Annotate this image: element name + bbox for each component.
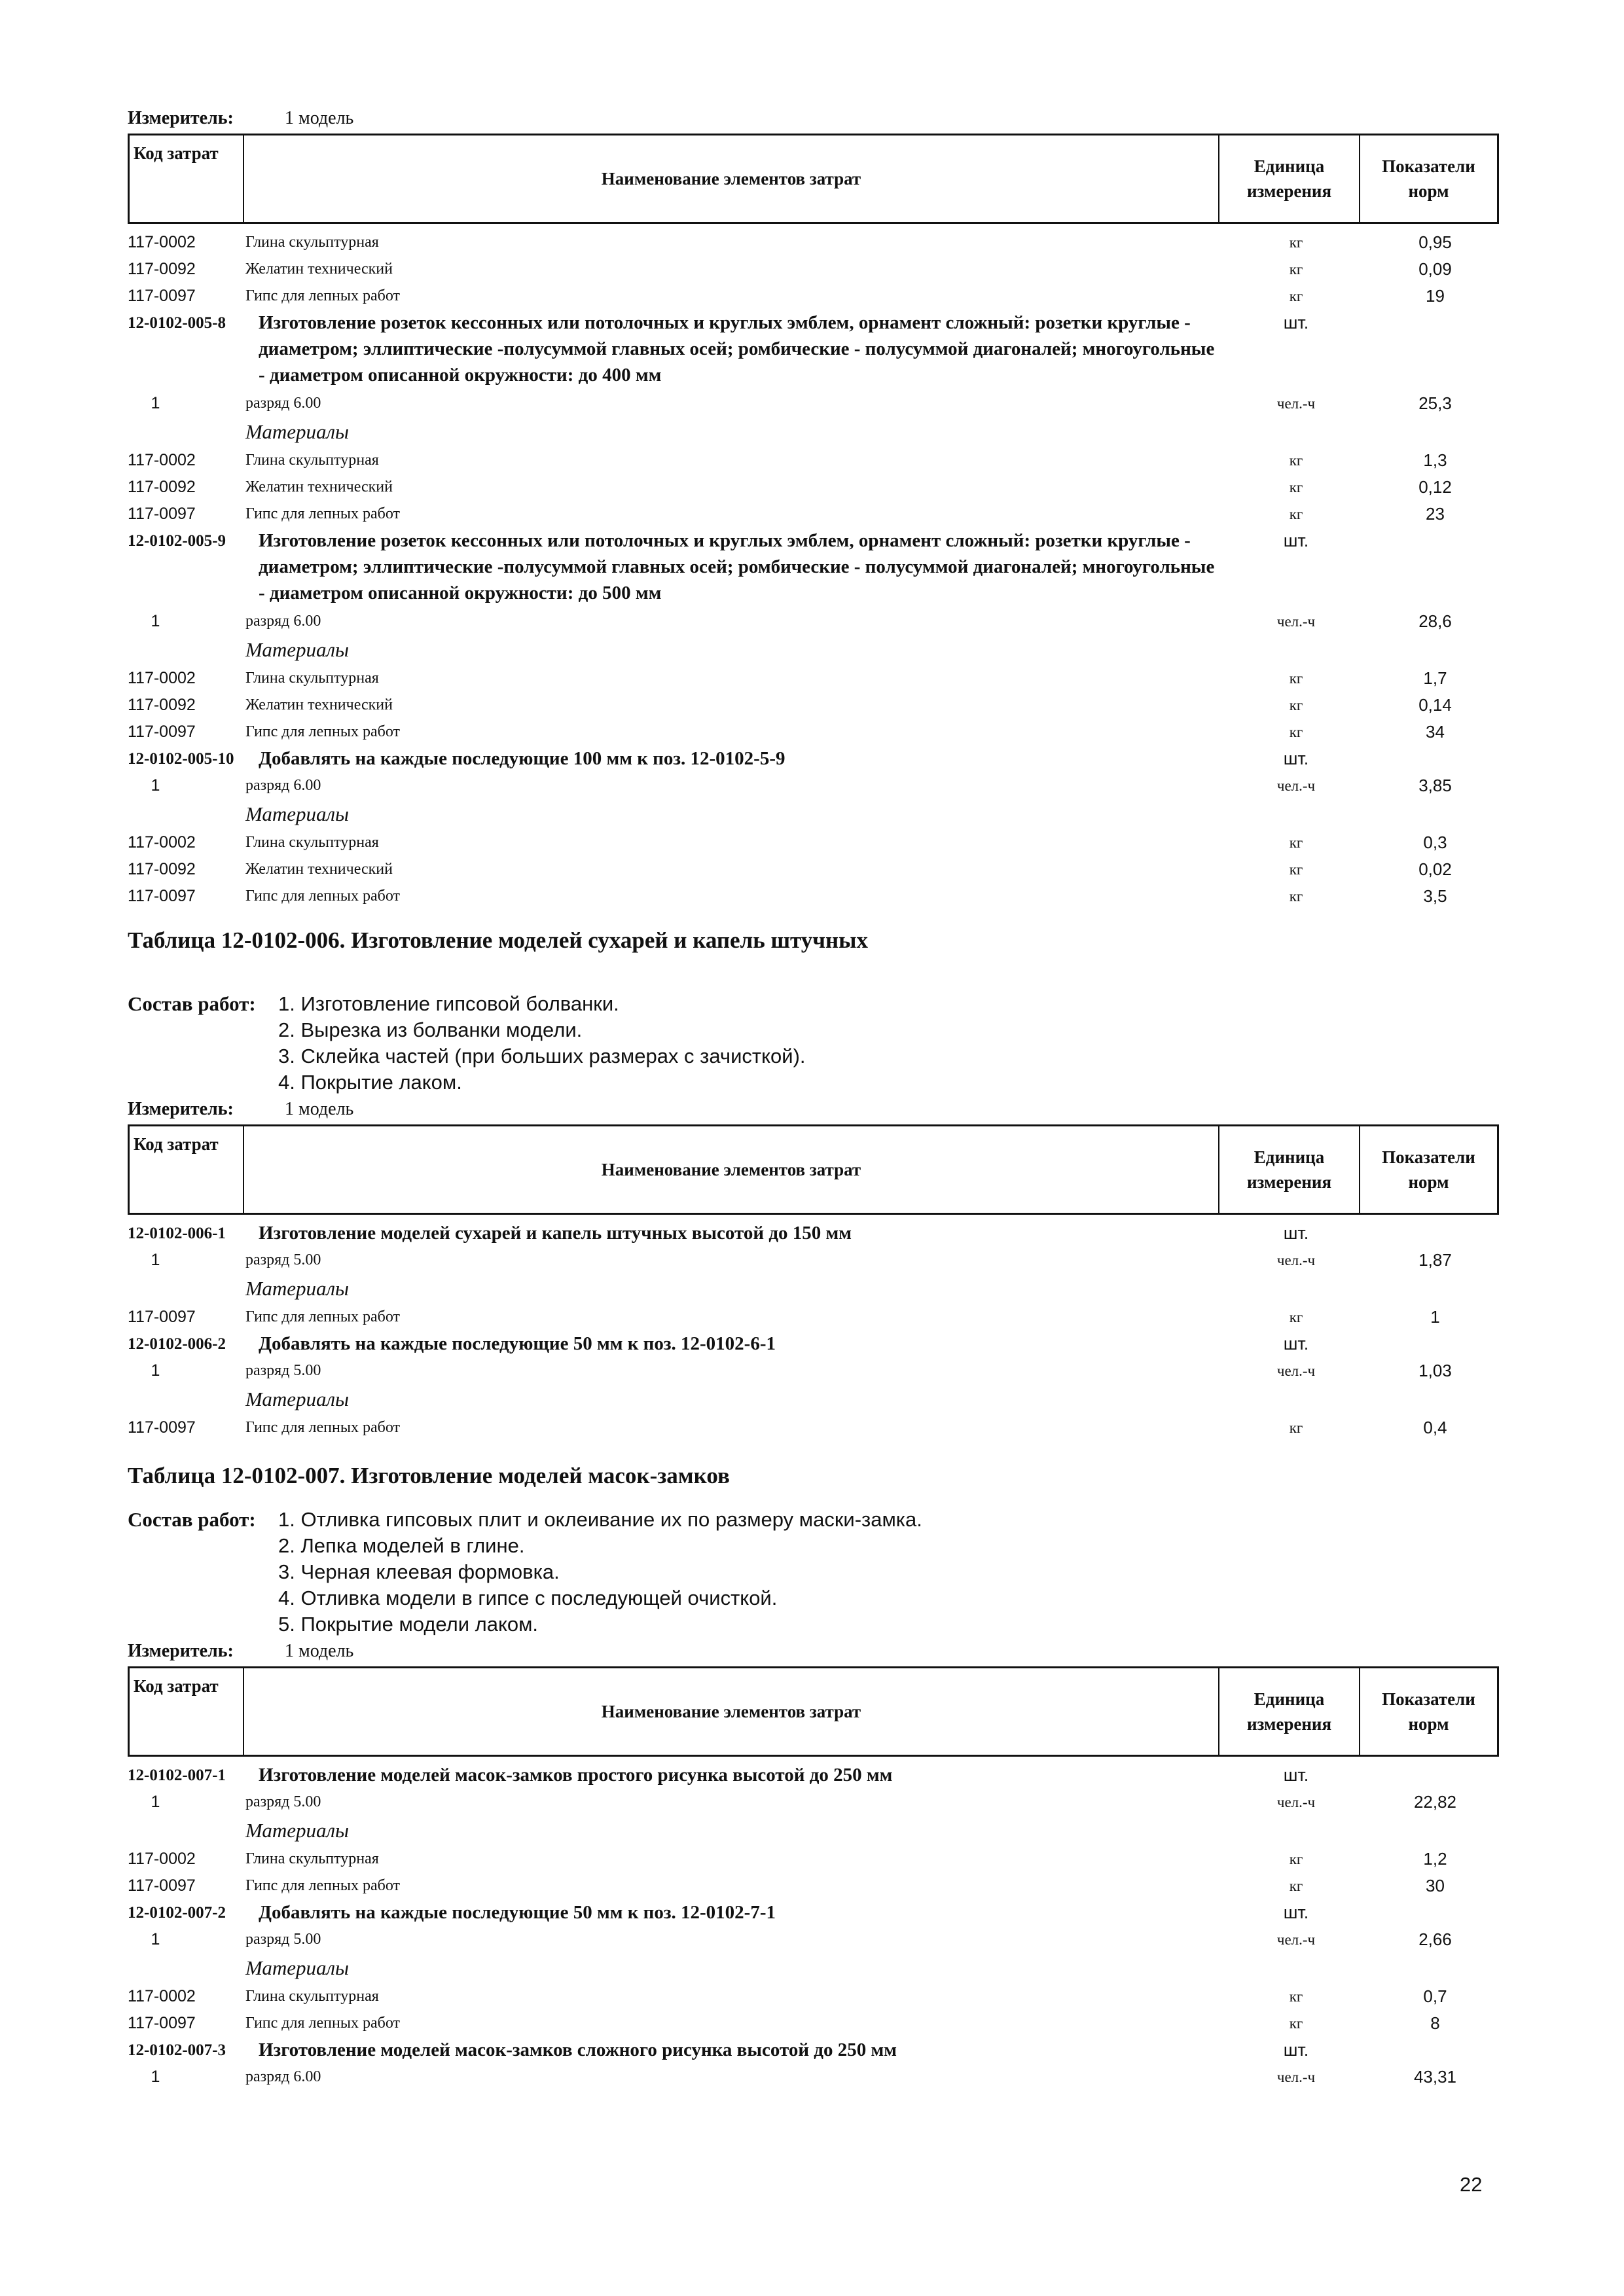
- cost-code: 117-0097: [128, 505, 196, 523]
- cost-code: 12-0102-005-8: [128, 314, 226, 332]
- norm-value: 1,87: [1418, 1250, 1452, 1270]
- header-norm: Показатели норм: [1382, 156, 1475, 201]
- cost-element-name: разряд 6.00: [245, 395, 321, 412]
- table-header: [128, 1124, 1499, 1215]
- composition-list: [128, 1507, 1499, 1638]
- cost-element-name: Гипс для лепных работ: [245, 505, 401, 522]
- cost-code: 12-0102-007-2: [128, 1904, 226, 1922]
- cost-element-name: Изготовление моделей масок-замков сложного рисунка высотой до 250 мм: [259, 2039, 897, 2060]
- labor-row: [128, 1247, 1499, 1274]
- measurer-label: Измеритель:: [128, 1099, 234, 1119]
- unit-of-measure: кг: [1289, 888, 1303, 905]
- norm-value: 1,03: [1418, 1361, 1452, 1380]
- cost-element-name: Гипс для лепных работ: [245, 287, 401, 304]
- unit-of-measure: кг: [1289, 1309, 1303, 1325]
- materials-heading-row: [128, 1953, 1499, 1983]
- norm-value: 1,7: [1423, 668, 1447, 688]
- norm-value: 2,66: [1418, 1929, 1452, 1949]
- norm-value: 0,02: [1418, 859, 1452, 879]
- materials-heading: Материалы: [245, 1956, 350, 1979]
- cost-element-name: Гипс для лепных работ: [245, 888, 401, 905]
- material-row: [128, 283, 1499, 310]
- measurer-line: [128, 1638, 1499, 1665]
- table-header: [128, 134, 1499, 224]
- material-row: [128, 1846, 1499, 1873]
- cost-code: 1: [151, 1251, 160, 1269]
- cost-code: 117-0097: [128, 1418, 196, 1437]
- norm-value: 19: [1426, 286, 1445, 306]
- materials-heading-row: [128, 635, 1499, 665]
- labor-row: [128, 1926, 1499, 1953]
- unit-of-measure: чел.-ч: [1276, 1363, 1316, 1379]
- norm-value: 23: [1426, 504, 1445, 524]
- materials-heading: Материалы: [245, 1277, 350, 1300]
- measurer-value: 1 модель: [285, 1641, 354, 1661]
- unit-of-measure: кг: [1289, 697, 1303, 713]
- table-title: Таблица 12-0102-007. Изготовление моделей масок-замков: [128, 1463, 730, 1488]
- materials-heading: Материалы: [245, 638, 350, 661]
- header-unit: Единица измерения: [1219, 1668, 1360, 1755]
- material-row: [128, 1873, 1499, 1899]
- cost-code: 12-0102-005-10: [128, 750, 234, 768]
- cost-element-name: разряд 5.00: [245, 1793, 321, 1810]
- cost-element-name: Желатин технический: [245, 861, 393, 878]
- material-row: [128, 501, 1499, 528]
- unit-of-measure: кг: [1289, 724, 1303, 740]
- table-rows: [128, 1762, 1499, 2090]
- cost-code: 12-0102-006-1: [128, 1225, 226, 1242]
- header-code: Код затрат: [130, 1668, 244, 1755]
- measurer-line: [128, 105, 1499, 132]
- cost-element-name: разряд 6.00: [245, 777, 321, 794]
- materials-heading-row: [128, 417, 1499, 447]
- material-row: [128, 856, 1499, 883]
- cost-code: 117-0097: [128, 723, 196, 741]
- materials-heading-row: [128, 1384, 1499, 1414]
- header-name: Наименование элементов затрат: [244, 1668, 1219, 1755]
- cost-element-name: Глина скульптурная: [245, 670, 379, 687]
- labor-row: [128, 1789, 1499, 1816]
- norm-value: 0,95: [1418, 232, 1452, 252]
- unit-of-measure: кг: [1289, 234, 1303, 251]
- composition-item: 2. Вырезка из болванки модели.: [278, 1018, 583, 1041]
- cost-code: 117-0097: [128, 2014, 196, 2032]
- cost-code: 1: [151, 394, 160, 412]
- cost-element-name: разряд 6.00: [245, 613, 321, 630]
- material-row: [128, 883, 1499, 910]
- cost-element-name: Гипс для лепных работ: [245, 1419, 401, 1436]
- cost-element-name: Добавлять на каждые последующие 50 мм к поз. 12-0102-6-1: [259, 1333, 776, 1354]
- cost-element-name: разряд 5.00: [245, 1931, 321, 1948]
- composition-item: 3. Черная клеевая формовка.: [278, 1560, 560, 1583]
- unit-of-measure: шт.: [1283, 313, 1309, 332]
- norm-value: 8: [1430, 2013, 1440, 2033]
- table-rows: [128, 1220, 1499, 1441]
- unit-of-measure: чел.-ч: [1276, 1252, 1316, 1268]
- position-row: [128, 2037, 1499, 2064]
- cost-element-name: Добавлять на каждые последующие 50 мм к поз. 12-0102-7-1: [259, 1902, 776, 1923]
- unit-of-measure: чел.-ч: [1276, 778, 1316, 794]
- norm-value: 3,85: [1418, 776, 1452, 795]
- cost-element-name: Глина скульптурная: [245, 1850, 379, 1867]
- header-name: Наименование элементов затрат: [244, 135, 1219, 222]
- cost-element-name: Изготовление моделей сухарей и капель штучных высотой до 150 мм: [259, 1223, 852, 1244]
- cost-code: 1: [151, 776, 160, 795]
- materials-heading: Материалы: [245, 1388, 350, 1410]
- cost-code: 12-0102-005-9: [128, 532, 226, 550]
- cost-code: 117-0002: [128, 233, 196, 251]
- composition-item: 1. Отливка гипсовых плит и оклеивание их по размеру маски-замка.: [278, 1508, 922, 1531]
- material-row: [128, 256, 1499, 283]
- measurer-line: [128, 1096, 1499, 1123]
- labor-row: [128, 608, 1499, 635]
- composition-item: 1. Изготовление гипсовой болванки.: [278, 992, 619, 1015]
- norm-value: 0,3: [1423, 833, 1447, 852]
- cost-code: 12-0102-007-3: [128, 2041, 226, 2059]
- norm-value: 1: [1430, 1307, 1440, 1327]
- material-row: [128, 719, 1499, 745]
- header-name: Наименование элементов затрат: [244, 1126, 1219, 1213]
- position-row: [128, 310, 1499, 390]
- cost-element-name: Гипс для лепных работ: [245, 1877, 401, 1894]
- composition-item: 4. Покрытие лаком.: [278, 1071, 462, 1094]
- unit-of-measure: шт.: [1283, 1765, 1309, 1785]
- cost-element-name: Изготовление розеток кессонных или потолочных и круглых эмблем, орнамент сложный: розетки круглые - диаметром; эллиптические -полусуммой главных осей; ромбические - полусуммой диагоналей; многоугольные - диаметром описанной окружности: до 500 мм: [259, 530, 1215, 603]
- norm-value: 30: [1426, 1876, 1445, 1895]
- materials-heading-row: [128, 1816, 1499, 1846]
- norm-value: 0,14: [1418, 695, 1452, 715]
- cost-code: 117-0092: [128, 478, 196, 496]
- composition-item: 4. Отливка модели в гипсе с последующей очисткой.: [278, 1587, 778, 1609]
- work-composition: [128, 1507, 1499, 1638]
- cost-code: 117-0097: [128, 1308, 196, 1326]
- cost-code: 1: [151, 612, 160, 630]
- cost-code: 117-0092: [128, 696, 196, 714]
- unit-of-measure: кг: [1289, 479, 1303, 495]
- position-row: [128, 1220, 1499, 1247]
- composition-label: Состав работ:: [128, 1508, 256, 1531]
- cost-code: 117-0002: [128, 669, 196, 687]
- norm-value: 0,7: [1423, 1986, 1447, 2006]
- material-row: [128, 474, 1499, 501]
- cost-element-name: Изготовление моделей масок-замков простого рисунка высотой до 250 мм: [259, 1765, 893, 1785]
- cost-code: 1: [151, 2068, 160, 2086]
- unit-of-measure: шт.: [1283, 1334, 1309, 1354]
- cost-element-name: Глина скульптурная: [245, 452, 379, 469]
- cost-element-name: разряд 5.00: [245, 1251, 321, 1268]
- materials-heading: Материалы: [245, 420, 350, 443]
- cost-element-name: Добавлять на каждые последующие 100 мм к поз. 12-0102-5-9: [259, 748, 785, 769]
- unit-of-measure: кг: [1289, 452, 1303, 469]
- cost-code: 117-0002: [128, 1850, 196, 1868]
- table-header: [128, 1666, 1499, 1757]
- header-code: Код затрат: [130, 135, 244, 222]
- norm-value: 1,3: [1423, 450, 1447, 470]
- unit-of-measure: чел.-ч: [1276, 1931, 1316, 1948]
- unit-of-measure: шт.: [1283, 749, 1309, 768]
- cost-element-name: Глина скульптурная: [245, 234, 379, 251]
- unit-of-measure: кг: [1289, 861, 1303, 878]
- table-rows: [128, 229, 1499, 910]
- measurer-label: Измеритель:: [128, 108, 234, 128]
- materials-heading-row: [128, 799, 1499, 829]
- table-title: Таблица 12-0102-006. Изготовление моделей сухарей и капель штучных: [128, 927, 868, 953]
- cost-code: 117-0097: [128, 1876, 196, 1895]
- composition-list: [128, 991, 1499, 1096]
- cost-element-name: Глина скульптурная: [245, 834, 379, 851]
- cost-code: 12-0102-007-1: [128, 1767, 226, 1784]
- material-row: [128, 229, 1499, 256]
- unit-of-measure: кг: [1289, 670, 1303, 687]
- material-row: [128, 1983, 1499, 2010]
- position-row: [128, 1899, 1499, 1926]
- cost-code: 117-0002: [128, 833, 196, 852]
- unit-of-measure: кг: [1289, 1878, 1303, 1894]
- cost-code: 117-0002: [128, 451, 196, 469]
- labor-row: [128, 1357, 1499, 1384]
- material-row: [128, 2010, 1499, 2037]
- norm-value: 3,5: [1423, 886, 1447, 906]
- norm-value: 0,09: [1418, 259, 1452, 279]
- cost-element-name: Гипс для лепных работ: [245, 1308, 401, 1325]
- cost-code: 117-0092: [128, 260, 196, 278]
- composition-label: Состав работ:: [128, 992, 256, 1015]
- norm-value: 25,3: [1418, 393, 1452, 413]
- labor-row: [128, 2064, 1499, 2090]
- measurer-value: 1 модель: [285, 1099, 354, 1119]
- unit-of-measure: чел.-ч: [1276, 395, 1316, 412]
- norm-value: 0,12: [1418, 477, 1452, 497]
- unit-of-measure: кг: [1289, 2015, 1303, 2032]
- labor-row: [128, 772, 1499, 799]
- material-row: [128, 447, 1499, 474]
- material-row: [128, 829, 1499, 856]
- material-row: [128, 1304, 1499, 1331]
- unit-of-measure: кг: [1289, 288, 1303, 304]
- material-row: [128, 692, 1499, 719]
- cost-code: 117-0092: [128, 860, 196, 878]
- page-number: 22: [1460, 2173, 1483, 2196]
- norm-value: 22,82: [1413, 1792, 1457, 1812]
- cost-code: 117-0097: [128, 287, 196, 305]
- norm-value: 28,6: [1418, 611, 1452, 631]
- unit-of-measure: кг: [1289, 261, 1303, 278]
- unit-of-measure: чел.-ч: [1276, 1794, 1316, 1810]
- cost-element-name: Желатин технический: [245, 478, 393, 495]
- cost-code: 12-0102-006-2: [128, 1335, 226, 1353]
- composition-item: 3. Склейка частей (при больших размерах с зачисткой).: [278, 1045, 806, 1067]
- material-row: [128, 665, 1499, 692]
- cost-code: 117-0002: [128, 1987, 196, 2005]
- unit-of-measure: шт.: [1283, 531, 1309, 550]
- document-page: [128, 105, 1499, 2090]
- cost-element-name: разряд 5.00: [245, 1362, 321, 1379]
- position-row: [128, 528, 1499, 608]
- norm-value: 34: [1426, 722, 1445, 742]
- unit-of-measure: кг: [1289, 1851, 1303, 1867]
- norm-value: 1,2: [1423, 1849, 1447, 1869]
- header-norm: Показатели норм: [1382, 1147, 1475, 1192]
- cost-code: 1: [151, 1793, 160, 1811]
- cost-element-name: Глина скульптурная: [245, 1988, 379, 2005]
- cost-code: 1: [151, 1930, 160, 1948]
- header-unit: Единица измерения: [1219, 1126, 1360, 1213]
- unit-of-measure: шт.: [1283, 1903, 1309, 1922]
- composition-item: 2. Лепка моделей в глине.: [278, 1534, 525, 1557]
- unit-of-measure: чел.-ч: [1276, 2069, 1316, 2085]
- header-norm: Показатели норм: [1382, 1689, 1475, 1734]
- norm-value: 0,4: [1423, 1418, 1447, 1437]
- unit-of-measure: кг: [1289, 834, 1303, 851]
- composition-item: 5. Покрытие модели лаком.: [278, 1613, 539, 1636]
- materials-heading: Материалы: [245, 1819, 350, 1842]
- cost-code: 1: [151, 1361, 160, 1380]
- cost-element-name: Желатин технический: [245, 260, 393, 278]
- unit-of-measure: кг: [1289, 1420, 1303, 1436]
- cost-code: 117-0097: [128, 887, 196, 905]
- measurer-value: 1 модель: [285, 108, 354, 128]
- cost-element-name: Гипс для лепных работ: [245, 723, 401, 740]
- norm-value: 43,31: [1413, 2067, 1457, 2087]
- cost-element-name: Гипс для лепных работ: [245, 2015, 401, 2032]
- unit-of-measure: кг: [1289, 506, 1303, 522]
- position-row: [128, 1331, 1499, 1357]
- materials-heading: Материалы: [245, 802, 350, 825]
- cost-element-name: Желатин технический: [245, 696, 393, 713]
- header-code: Код затрат: [130, 1126, 244, 1213]
- unit-of-measure: шт.: [1283, 2040, 1309, 2060]
- header-unit: Единица измерения: [1219, 135, 1360, 222]
- unit-of-measure: чел.-ч: [1276, 613, 1316, 630]
- material-row: [128, 1414, 1499, 1441]
- materials-heading-row: [128, 1274, 1499, 1304]
- position-row: [128, 745, 1499, 772]
- work-composition: [128, 991, 1499, 1096]
- labor-row: [128, 390, 1499, 417]
- unit-of-measure: шт.: [1283, 1223, 1309, 1243]
- position-row: [128, 1762, 1499, 1789]
- cost-element-name: разряд 6.00: [245, 2068, 321, 2085]
- measurer-label: Измеритель:: [128, 1641, 234, 1661]
- cost-element-name: Изготовление розеток кессонных или потолочных и круглых эмблем, орнамент сложный: розетки круглые - диаметром; эллиптические -полусуммой главных осей; ромбические - полусуммой диагоналей; многоугольные - диаметром описанной окружности: до 400 мм: [259, 312, 1215, 386]
- unit-of-measure: кг: [1289, 1988, 1303, 2005]
